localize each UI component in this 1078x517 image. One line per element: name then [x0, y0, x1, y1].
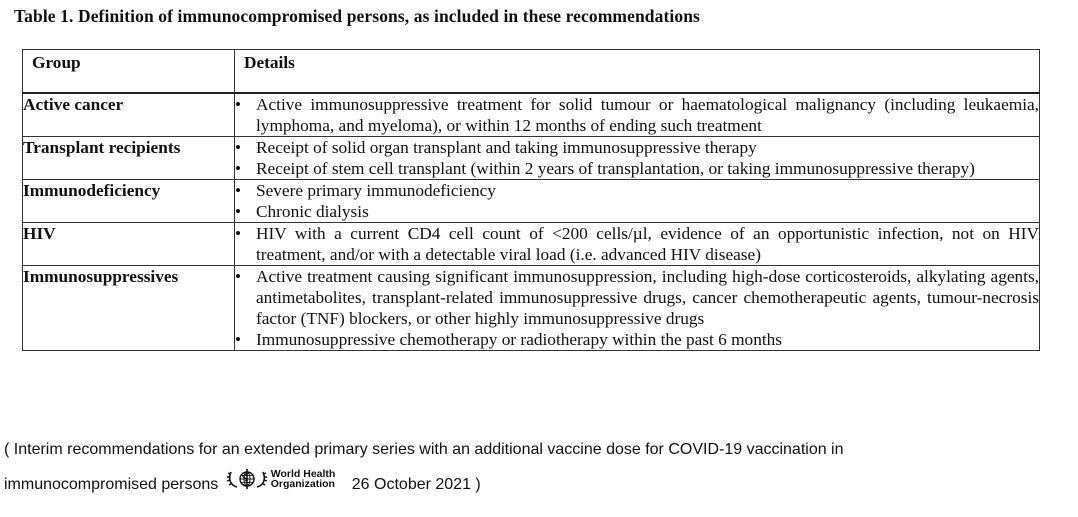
table-header-row — [23, 50, 1040, 94]
table-row — [23, 180, 1040, 223]
details-cell — [235, 137, 1040, 180]
details-cell — [235, 180, 1040, 223]
source-citation-title: immunocompromised persons — [4, 476, 219, 494]
list-item: • Receipt of stem cell transplant (within 2 years of transplantation, or taking immunosuppressive therapy) — [235, 158, 1039, 179]
details-cell — [235, 223, 1040, 266]
who-wordmark — [271, 469, 336, 489]
details-list — [235, 180, 1039, 222]
group-cell: Immunodeficiency — [23, 180, 235, 223]
list-item: • Severe primary immunodeficiency — [235, 180, 1039, 201]
source-citation-line-1: ( Interim recommendations for an extended primary series with an additional vaccine dose for COVID-19 vaccination in — [4, 441, 844, 458]
details-list — [235, 94, 1039, 136]
list-item: • Chronic dialysis — [235, 201, 1039, 222]
who-wordmark-line-1: World Health — [270, 468, 336, 480]
who-emblem-icon — [225, 468, 269, 490]
table-row — [23, 223, 1040, 266]
group-cell: Transplant recipients — [23, 137, 235, 180]
table-caption: Table 1. Definition of immunocompromised persons, as included in these recommendations — [14, 6, 700, 26]
details-cell — [235, 93, 1040, 137]
group-cell: HIV — [23, 223, 235, 266]
immunocompromised-definitions-table — [22, 49, 1040, 351]
who-logo — [225, 468, 336, 490]
publication-date: 26 October 2021 ) — [351, 476, 481, 494]
list-item: • HIV with a current CD4 cell count of <200 cells/µl, evidence of an opportunistic infection, not on HIV treatment, and/or with a detectable viral load (i.e. advanced HIV disease) — [235, 223, 1039, 265]
column-header-details: Details — [235, 50, 1040, 94]
details-list — [235, 223, 1039, 265]
list-item: • Active immunosuppressive treatment for solid tumour or haematological malignancy (including leukaemia, lymphoma, and myeloma), or within 12 months of ending such treatment — [235, 94, 1039, 136]
source-citation-line-2 — [4, 468, 481, 496]
details-list — [235, 137, 1039, 179]
table-row — [23, 266, 1040, 351]
group-cell: Active cancer — [23, 93, 235, 137]
table-row — [23, 93, 1040, 137]
who-wordmark-line-2: Organization — [270, 478, 335, 490]
list-item: • Immunosuppressive chemotherapy or radiotherapy within the past 6 months — [235, 329, 1039, 350]
details-cell — [235, 266, 1040, 351]
group-cell: Immunosuppressives — [23, 266, 235, 351]
column-header-group: Group — [23, 50, 235, 94]
list-item: • Active treatment causing significant immunosuppression, including high-dose corticosteroids, alkylating agents, antimetabolites, transplant-related immunosuppressive drugs, cancer chemotherapeutic agents, tumour-necrosis factor (TNF) blockers, or other highly immunosuppressive drugs — [235, 266, 1039, 329]
details-list — [235, 266, 1039, 350]
list-item: • Receipt of solid organ transplant and taking immunosuppressive therapy — [235, 137, 1039, 158]
table-row — [23, 137, 1040, 180]
